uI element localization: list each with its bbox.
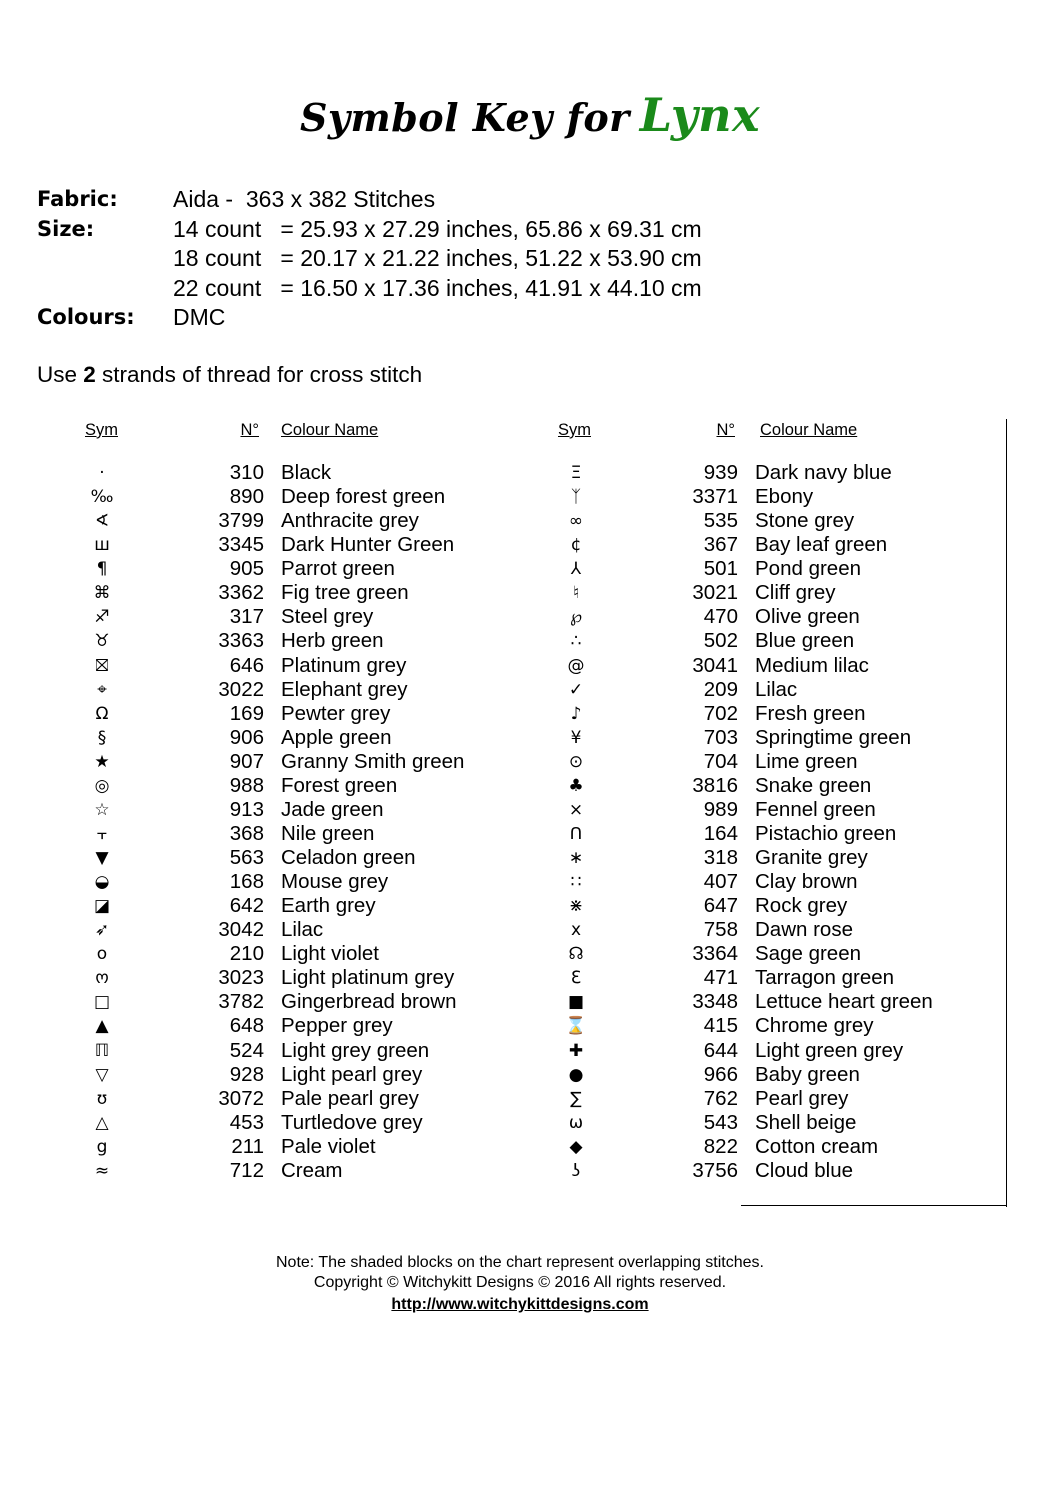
stitch-symbol: ᛉ (570, 487, 582, 508)
size-row (37, 215, 702, 245)
stitch-symbol: ✓ (568, 679, 584, 700)
dmc-number: 702 (703, 701, 738, 725)
colour-name: Dark navy blue (755, 461, 892, 484)
stitch-symbol: ∴ (570, 631, 582, 652)
stitch-symbol: ¢ (570, 535, 582, 556)
stitch-symbol: ☊ (568, 944, 584, 965)
colour-name: Jade green (281, 797, 384, 821)
stitch-symbol: Ω (95, 703, 109, 724)
dmc-number: 642 (229, 894, 264, 918)
colour-name: Snake green (755, 773, 872, 797)
colour-name: Tarragon green (755, 966, 895, 990)
strands-instruction: Use 2 strands of thread for cross stitch (37, 362, 423, 387)
header-sym: Sym (85, 421, 118, 439)
dmc-number: 703 (703, 725, 738, 749)
dmc-number: 501 (703, 557, 738, 581)
stitch-symbol: ᑎ (569, 823, 583, 844)
dmc-number: 524 (229, 1038, 264, 1062)
colour-name: Pearl grey (755, 1086, 849, 1110)
colour-name: Cream (281, 1158, 343, 1182)
colour-name: Sage green (755, 942, 862, 966)
dmc-number: 822 (703, 1134, 738, 1158)
stitch-symbol: ♪ (570, 703, 582, 724)
dmc-number: 913 (229, 797, 264, 821)
dmc-number: 563 (229, 846, 264, 869)
dmc-number: 543 (703, 1110, 738, 1134)
colour-name: Platinum grey (281, 653, 407, 677)
colour-name: Mouse grey (281, 870, 389, 894)
stitch-symbol: ℇ (570, 968, 582, 989)
stitch-symbol: ▼ (95, 848, 109, 868)
header-colour-name: Colour Name (281, 421, 379, 439)
colour-name: Light violet (281, 942, 380, 966)
dmc-number: 644 (703, 1038, 738, 1062)
header-sym: Sym (558, 421, 591, 439)
colour-name: Pale pearl grey (281, 1086, 419, 1110)
stitch-symbol: ⊙ (568, 751, 584, 772)
dmc-number: 3023 (218, 966, 264, 990)
dmc-number: 3799 (218, 509, 264, 533)
dmc-number: 3022 (218, 677, 264, 701)
colours-value: DMC (173, 304, 226, 330)
size-row (37, 274, 702, 304)
dmc-number: 502 (703, 629, 738, 653)
colour-name: Stone grey (755, 509, 855, 533)
colours-label: Colours: (37, 305, 135, 329)
dmc-number: 3816 (692, 773, 738, 797)
dmc-number: 906 (229, 725, 264, 749)
title-prefix: Symbol Key for (299, 95, 630, 140)
size-line: 14 count = 25.93 x 27.29 inches, 65.86 x 69.31 cm (173, 215, 702, 242)
size-line: 22 count = 16.50 x 17.36 inches, 41.91 x 44.10 cm (173, 274, 702, 301)
dmc-number: 3363 (218, 629, 264, 653)
stitch-symbol: ◆ (569, 1136, 583, 1157)
colour-name: Gingerbread brown (281, 990, 457, 1014)
stitch-symbol: ¶ (96, 559, 108, 580)
stitch-symbol: @ (567, 655, 585, 676)
dmc-number: 535 (703, 509, 738, 533)
stitch-symbol: o (96, 944, 108, 965)
colour-name: Fig tree green (281, 581, 409, 605)
dmc-number: 368 (229, 821, 264, 845)
stitch-symbol: ◪ (93, 896, 111, 917)
colour-name: Dark Hunter Green (281, 533, 455, 557)
colour-name: Lilac (755, 677, 798, 701)
pattern-name: Lynx (639, 88, 760, 142)
header-num: N° (716, 421, 735, 439)
dmc-number: 3041 (692, 653, 738, 677)
dmc-number: 3756 (692, 1158, 738, 1182)
colour-name: Granny Smith green (281, 749, 465, 773)
colour-name: Anthracite grey (281, 509, 419, 533)
dmc-number: 415 (703, 1014, 738, 1038)
colour-name: Earth grey (281, 894, 376, 918)
stitch-symbol: ∷ (570, 872, 582, 893)
stitch-symbol: ▲ (95, 1016, 109, 1037)
stitch-symbol: ⅄ (570, 559, 582, 580)
colour-name: Pistachio green (755, 821, 897, 845)
dmc-number: 209 (703, 677, 738, 701)
colour-name: Lettuce heart green (755, 990, 933, 1014)
colour-name: Olive green (755, 605, 860, 629)
dmc-number: 907 (229, 749, 264, 773)
fabric-row (37, 185, 702, 215)
stitch-symbol: ♉ (94, 631, 110, 652)
stitch-symbol: ■ (567, 992, 585, 1013)
colour-name: Black (281, 461, 332, 484)
table-border-bottom (741, 1205, 1007, 1206)
colour-name: Herb green (281, 629, 384, 653)
dmc-number: 3345 (218, 533, 264, 557)
stitch-symbol: ≈ (94, 1160, 110, 1181)
dmc-number: 407 (703, 870, 738, 894)
colour-name: Cliff grey (755, 581, 836, 605)
stitch-symbol: ⌛ (565, 1016, 587, 1037)
colour-name: Light green grey (755, 1038, 904, 1062)
dmc-number: 164 (703, 821, 738, 845)
fabric-label: Fabric: (37, 187, 118, 211)
stitch-symbol: ∑ (570, 1088, 582, 1109)
stitch-symbol: ω (568, 1112, 584, 1133)
dmc-number: 939 (703, 461, 738, 484)
colour-name: Lilac (281, 918, 324, 942)
stitch-symbol: ∢ (94, 511, 110, 532)
stitch-symbol: x (570, 920, 582, 941)
colour-name: Cloud blue (755, 1158, 854, 1182)
stitch-symbol: ო (95, 968, 109, 989)
dmc-number: 3072 (218, 1086, 264, 1110)
stitch-symbol: □ (93, 992, 111, 1013)
size-line: 18 count = 20.17 x 21.22 inches, 51.22 x 53.90 cm (173, 245, 702, 271)
stitch-symbol: § (97, 727, 107, 748)
dmc-number: 318 (703, 846, 738, 869)
dmc-number: 211 (231, 1134, 264, 1158)
dmc-number: 367 (703, 533, 738, 557)
colour-name: Fresh green (755, 701, 866, 725)
colour-name: Lime green (755, 749, 858, 773)
colour-name: Pewter grey (281, 701, 391, 725)
colour-name: Pale violet (281, 1134, 376, 1158)
stitch-symbol: ⨯ (568, 799, 584, 820)
colour-name: Light pearl grey (281, 1062, 423, 1086)
footer-note: Note: The shaded blocks on the chart represent overlapping stitches. (276, 1254, 764, 1271)
colour-name: Forest green (281, 773, 398, 797)
stitch-symbol: ◎ (94, 775, 110, 796)
dmc-number: 453 (229, 1110, 264, 1134)
stitch-symbol: ★ (94, 751, 110, 772)
colour-name: Pond green (755, 557, 862, 581)
footer-copyright: Copyright © Witchykitt Designs © 2016 All rights reserved. (313, 1274, 727, 1291)
stitch-symbol: Ξ (570, 463, 582, 483)
dmc-number: 168 (229, 870, 264, 894)
dmc-number: 758 (703, 918, 738, 942)
stitch-symbol: ⌘ (93, 583, 111, 604)
dmc-number: 646 (229, 653, 264, 677)
stitch-symbol: ∗ (568, 848, 584, 868)
stitch-symbol: ⋇ (568, 896, 584, 917)
dmc-number: 988 (229, 773, 264, 797)
colour-name: Granite grey (755, 846, 868, 869)
colour-name: Steel grey (281, 605, 374, 629)
stitch-symbol: ⛝ (95, 655, 109, 676)
dmc-number: 310 (229, 461, 264, 484)
dmc-number: 762 (703, 1086, 738, 1110)
dmc-number: 470 (703, 605, 738, 629)
dmc-number: 704 (703, 749, 738, 773)
pattern-details (37, 185, 702, 333)
stitch-symbol: · (99, 463, 105, 483)
dmc-number: 3348 (692, 990, 738, 1014)
stitch-symbol: ▽ (95, 1064, 109, 1085)
stitch-symbol: ¥ (570, 727, 582, 748)
colour-name: Elephant grey (281, 677, 408, 701)
stitch-symbol: ♐ (94, 607, 110, 628)
dmc-number: 3021 (692, 581, 738, 605)
stitch-symbol: ⌖ (97, 679, 107, 700)
stitch-symbol: ● (568, 1064, 584, 1085)
colour-name: Medium lilac (755, 653, 869, 677)
strand-count: 2 (83, 362, 96, 387)
stitch-symbol: g (96, 1136, 108, 1157)
colour-name: Nile green (281, 821, 375, 845)
colours-row (37, 303, 702, 333)
dmc-number: 3782 (218, 990, 264, 1014)
dmc-number: 3371 (692, 485, 738, 509)
size-label: Size: (37, 216, 95, 241)
colour-name: Deep forest green (281, 485, 446, 509)
stitch-symbol: ʊ (96, 1088, 108, 1109)
stitch-symbol: △ (95, 1112, 109, 1133)
stitch-symbol: ♮ (572, 583, 580, 604)
dmc-number: 471 (703, 966, 738, 990)
colour-name: Ebony (755, 485, 814, 509)
stitch-symbol: ⫟ (96, 823, 108, 844)
colour-name: Cotton cream (755, 1134, 879, 1158)
stitch-symbol: ♣ (568, 775, 584, 796)
dmc-number: 3042 (218, 918, 264, 942)
colour-name: Blue green (755, 629, 855, 653)
colour-name: Rock grey (755, 894, 848, 918)
colour-name: Dawn rose (755, 918, 853, 942)
colour-name: Baby green (755, 1062, 860, 1086)
website-link[interactable]: http://www.witchykittdesigns.com (391, 1296, 649, 1313)
dmc-number: 3362 (218, 581, 264, 605)
dmc-number: 712 (229, 1158, 264, 1182)
stitch-symbol: ☆ (94, 799, 110, 820)
dmc-number: 928 (229, 1062, 264, 1086)
dmc-number: 890 (229, 485, 264, 509)
stitch-symbol: ℿ (94, 1040, 110, 1061)
colour-name: Clay brown (755, 870, 858, 894)
colour-name: Parrot green (281, 557, 395, 581)
dmc-number: 3364 (692, 942, 738, 966)
header-colour-name: Colour Name (760, 421, 858, 439)
dmc-number: 648 (229, 1014, 264, 1038)
page-title (0, 88, 1060, 142)
stitch-symbol: ш (94, 535, 110, 556)
dmc-number: 966 (703, 1062, 738, 1086)
header-num: N° (240, 421, 259, 439)
stitch-symbol: ‰ (90, 487, 114, 508)
stitch-symbol: ✚ (568, 1040, 584, 1061)
dmc-number: 210 (229, 942, 264, 966)
stitch-symbol: ℘ (570, 607, 582, 628)
colour-name: Shell beige (755, 1110, 857, 1134)
dmc-number: 317 (229, 605, 264, 629)
colour-name: Chrome grey (755, 1014, 874, 1038)
colour-name: Fennel green (755, 797, 876, 821)
stitch-symbol: ◒ (94, 872, 110, 893)
colour-name: Apple green (281, 725, 392, 749)
colour-name: Light grey green (281, 1038, 430, 1062)
colour-name: Light platinum grey (281, 966, 455, 990)
dmc-number: 647 (703, 894, 738, 918)
colour-name: Bay leaf green (755, 533, 888, 557)
colour-name: Springtime green (755, 725, 912, 749)
colour-name: Celadon green (281, 846, 416, 869)
fabric-value: Aida - 363 x 382 Stitches (173, 186, 436, 212)
dmc-number: 905 (229, 557, 264, 581)
stitch-symbol: ʖ (571, 1160, 581, 1181)
size-row (37, 244, 702, 274)
stitch-symbol: ∞ (568, 511, 584, 532)
dmc-number: 169 (229, 701, 264, 725)
dmc-number: 989 (703, 797, 738, 821)
stitch-symbol: ➶ (94, 920, 110, 941)
colour-name: Turtledove grey (281, 1110, 423, 1134)
colour-name: Pepper grey (281, 1014, 393, 1038)
table-border-right (1006, 419, 1007, 1207)
